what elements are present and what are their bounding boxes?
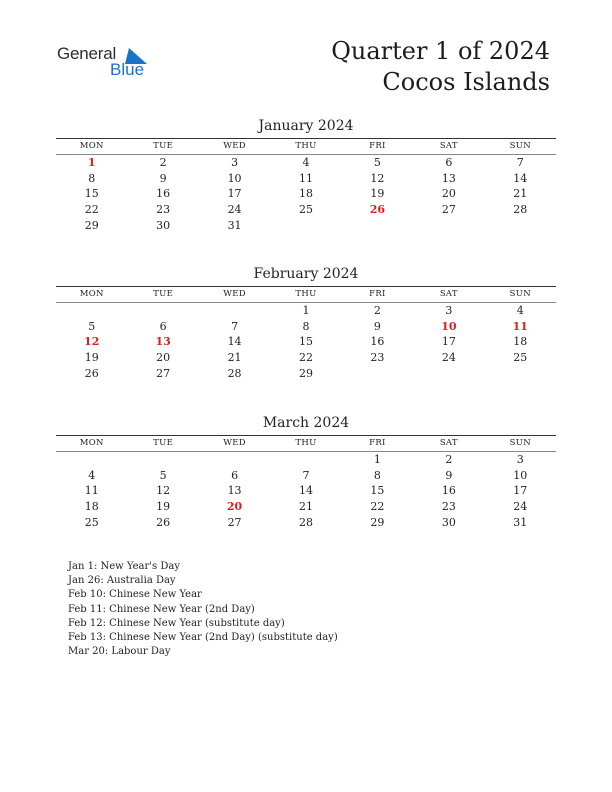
empty-cell [199, 303, 270, 319]
day-cell: 7 [516, 156, 524, 169]
day-cell: 6 [445, 156, 453, 169]
day-cell: 19 [156, 500, 171, 514]
month-name: March 2024 [262, 415, 350, 431]
day-cell: 14 [513, 171, 528, 185]
weekday-mon: MON [79, 438, 104, 448]
weekday-fri: FRI [369, 141, 386, 151]
empty-cell [56, 303, 127, 319]
holiday-note: Feb 11: Chinese New Year (2nd Day) [68, 603, 255, 615]
day-cell: 4 [516, 304, 524, 317]
day-cell: 28 [298, 515, 313, 529]
day-cell: 16 [441, 484, 456, 498]
day-cell: 25 [84, 515, 99, 529]
weekday-fri: FRI [369, 438, 386, 448]
day-cell: 19 [370, 187, 385, 201]
holiday-note: Feb 12: Chinese New Year (substitute day) [68, 617, 285, 629]
day-cell: 4 [88, 468, 96, 482]
day-cell: 9 [445, 468, 453, 482]
day-cell: 3 [516, 453, 524, 466]
month-name: February 2024 [253, 266, 359, 282]
weekday-thu: THU [295, 438, 317, 448]
empty-cell [270, 452, 341, 468]
day-grid [56, 155, 556, 233]
weekday-mon: MON [79, 141, 104, 151]
day-cell: 27 [441, 203, 456, 217]
holiday-note: Mar 20: Labour Day [68, 646, 171, 658]
day-cell: 17 [441, 335, 456, 349]
logo-word-blue: Blue [110, 60, 145, 79]
day-cell: 14 [298, 484, 313, 498]
weekday-fri: FRI [369, 289, 386, 299]
day-cell: 15 [298, 335, 313, 349]
weekday-mon: MON [79, 289, 104, 299]
holiday-day-cell: 26 [369, 203, 386, 217]
holiday-note: Feb 13: Chinese New Year (2nd Day) (substitute day) [68, 632, 338, 644]
day-cell: 12 [370, 171, 385, 185]
day-cell: 19 [84, 351, 99, 365]
empty-cell [56, 452, 127, 468]
day-cell: 15 [84, 187, 99, 201]
day-cell: 27 [156, 366, 171, 380]
day-cell: 25 [298, 203, 313, 217]
day-cell: 4 [302, 156, 310, 169]
day-cell: 15 [370, 484, 385, 498]
weekday-sun: SUN [509, 289, 531, 299]
holiday-note: Jan 26: Australia Day [68, 575, 176, 587]
day-cell: 25 [513, 351, 528, 365]
weekday-header [56, 286, 556, 303]
day-cell: 2 [445, 453, 453, 466]
day-cell: 3 [231, 156, 239, 169]
holiday-day-cell: 1 [87, 156, 96, 169]
day-cell: 8 [88, 171, 96, 185]
day-cell: 9 [159, 171, 167, 185]
day-cell: 10 [513, 468, 528, 482]
weekday-wed: WED [223, 438, 246, 448]
day-cell: 17 [227, 187, 242, 201]
holiday-day-cell: 10 [441, 319, 457, 333]
day-cell: 30 [156, 218, 171, 232]
empty-cell [127, 452, 198, 468]
weekday-tue: TUE [153, 141, 174, 151]
holiday-note: Jan 1: New Year's Day [68, 561, 180, 572]
day-cell: 23 [156, 203, 171, 217]
day-cell: 9 [373, 319, 381, 333]
day-cell: 24 [513, 500, 528, 514]
weekday-sun: SUN [509, 141, 531, 151]
day-cell: 23 [370, 351, 385, 365]
day-cell: 11 [298, 171, 313, 185]
holiday-list [68, 560, 338, 659]
day-cell: 18 [513, 335, 528, 349]
day-cell: 18 [298, 187, 313, 201]
month-calendar-march [56, 414, 556, 530]
day-cell: 22 [370, 500, 385, 514]
day-cell: 3 [445, 304, 453, 317]
weekday-sat: SAT [439, 438, 458, 448]
day-cell: 1 [302, 304, 310, 317]
day-cell: 26 [156, 515, 171, 529]
day-cell: 20 [441, 187, 456, 201]
day-cell: 7 [231, 319, 239, 333]
weekday-header [56, 138, 556, 155]
day-cell: 12 [156, 484, 171, 498]
day-cell: 22 [298, 351, 313, 365]
weekday-thu: THU [295, 141, 317, 151]
day-cell: 16 [370, 335, 385, 349]
weekday-wed: WED [223, 141, 246, 151]
day-cell: 2 [373, 304, 381, 317]
day-cell: 18 [84, 500, 99, 514]
weekday-sat: SAT [439, 289, 458, 299]
day-cell: 20 [156, 351, 171, 365]
holiday-day-cell: 13 [155, 335, 171, 349]
day-cell: 29 [84, 218, 99, 232]
day-cell: 22 [84, 203, 99, 217]
day-cell: 13 [227, 484, 242, 498]
day-cell: 24 [227, 203, 242, 217]
holiday-day-cell: 12 [84, 335, 100, 349]
weekday-sun: SUN [509, 438, 531, 448]
day-cell: 1 [373, 453, 381, 466]
month-name: January 2024 [258, 118, 354, 134]
day-cell: 31 [227, 218, 242, 232]
day-cell: 13 [441, 171, 456, 185]
day-cell: 26 [84, 366, 99, 380]
page-title [331, 36, 550, 98]
logo-word-general: General [57, 44, 117, 63]
day-cell: 21 [298, 500, 313, 514]
holiday-day-cell: 20 [226, 500, 243, 514]
day-cell: 8 [302, 319, 310, 333]
day-cell: 16 [156, 187, 171, 201]
day-cell: 28 [513, 203, 528, 217]
day-cell: 5 [373, 156, 381, 169]
day-cell: 5 [88, 319, 96, 333]
day-cell: 21 [513, 187, 528, 201]
weekday-thu: THU [295, 289, 317, 299]
day-grid [56, 303, 556, 381]
day-cell: 7 [302, 468, 310, 482]
day-cell: 8 [373, 468, 381, 482]
day-cell: 11 [84, 484, 99, 498]
generalblue-logo [57, 44, 157, 84]
holiday-day-cell: 11 [512, 319, 528, 333]
day-cell: 21 [227, 351, 242, 365]
weekday-sat: SAT [439, 141, 458, 151]
weekday-tue: TUE [153, 438, 174, 448]
day-cell: 5 [159, 468, 167, 482]
day-cell: 10 [227, 171, 242, 185]
day-cell: 30 [441, 515, 456, 529]
day-cell: 6 [159, 319, 167, 333]
weekday-wed: WED [223, 289, 246, 299]
day-cell: 14 [227, 335, 242, 349]
day-cell: 24 [441, 351, 456, 365]
empty-cell [127, 303, 198, 319]
day-cell: 17 [513, 484, 528, 498]
day-grid [56, 452, 556, 530]
weekday-header [56, 435, 556, 452]
day-cell: 31 [513, 515, 528, 529]
month-calendar-january [56, 117, 556, 233]
country-title: Cocos Islands [382, 68, 550, 96]
weekday-tue: TUE [153, 289, 174, 299]
empty-cell [199, 452, 270, 468]
holiday-note: Feb 10: Chinese New Year [68, 589, 202, 601]
quarter-title: Quarter 1 of 2024 [331, 37, 550, 65]
month-calendar-february [56, 265, 556, 381]
day-cell: 2 [159, 156, 167, 169]
day-cell: 29 [370, 515, 385, 529]
day-cell: 27 [227, 515, 242, 529]
day-cell: 6 [231, 468, 239, 482]
day-cell: 23 [441, 500, 456, 514]
day-cell: 28 [227, 366, 242, 380]
day-cell: 29 [298, 366, 313, 380]
